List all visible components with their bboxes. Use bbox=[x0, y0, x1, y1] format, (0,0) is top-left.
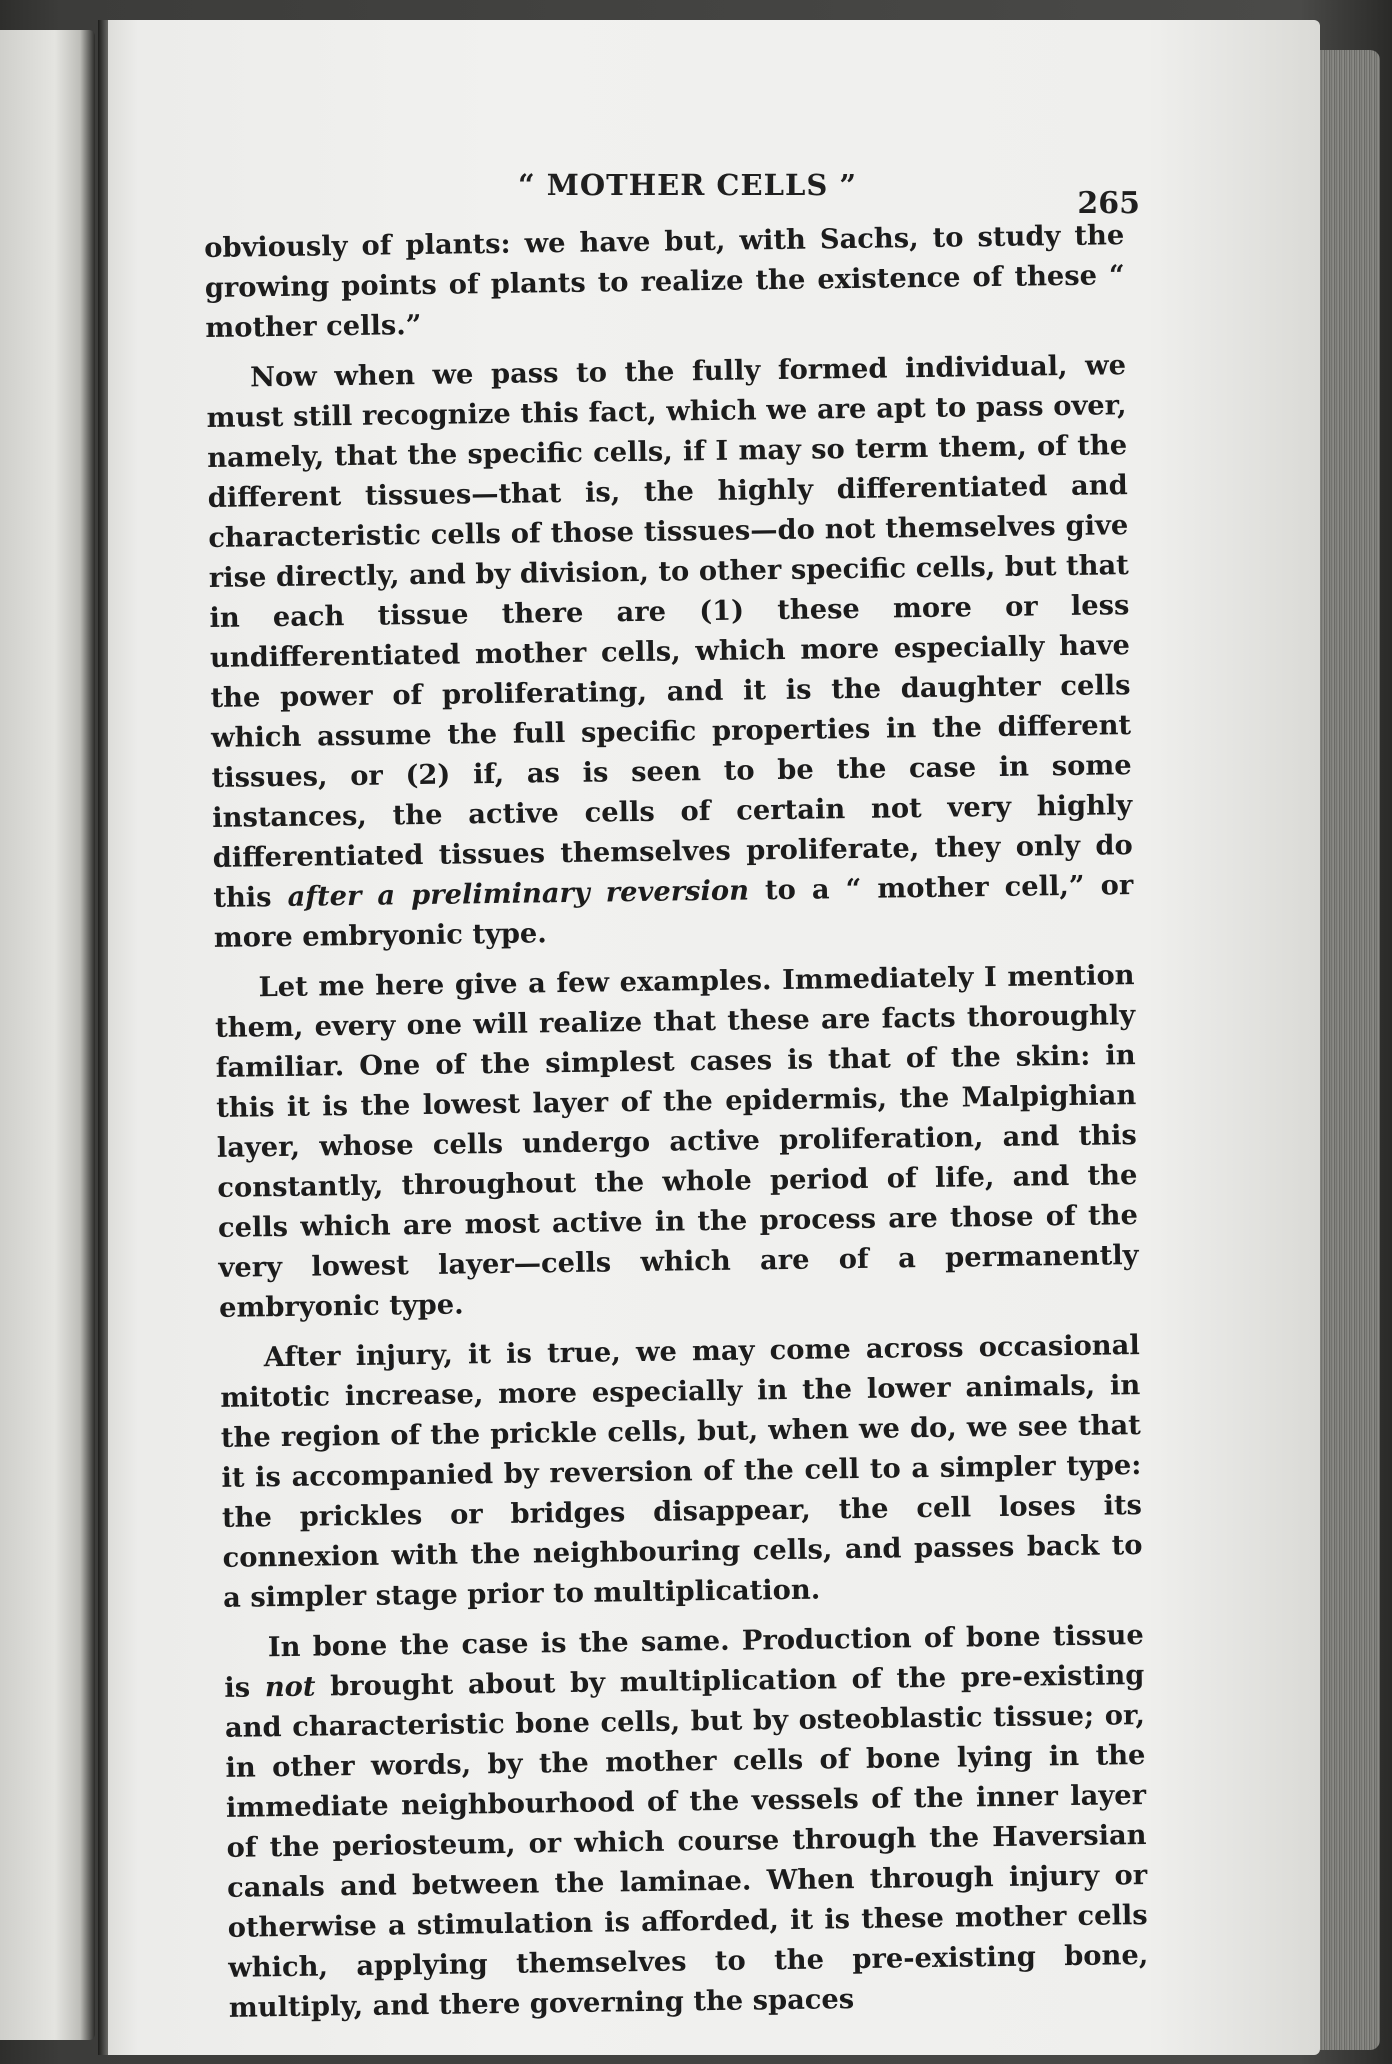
paragraph-text: Let me here give a few examples. Immediately I mention them, every one will realize that these are facts thoroughly familiar. One of the simplest cases is that of the skin: in this it is the lowest layer of the epidermis, the Malpighian layer, whose cells undergo active proliferation, and this constantly, throughout the whole period of life, and the cells which are most active in the process are those of the very lowest layer—cells which are of a permanently embryonic type. bbox=[214, 959, 1139, 1324]
paragraph-1 bbox=[204, 215, 1126, 348]
paragraph-text-continued: brought about by multiplication of the pre-existing and characteristic bone cells, but by osteoblastic tissue; or, in other words, by the mother cells of bone lying in the immediate neighbourhood of the vessels of the inner layer of the periosteum, or which course through the Haversian canals and between the laminae. When through injury or otherwise a stimulation is afforded, it is these mother cells which, applying themselves to the pre-existing bone, multiply, and there governing the spaces bbox=[224, 1659, 1149, 2024]
page-edges bbox=[1320, 50, 1380, 2050]
paragraph-2 bbox=[206, 345, 1134, 958]
body-text bbox=[204, 215, 1149, 2038]
gutter-shadow bbox=[98, 20, 108, 2055]
italic-word: not bbox=[264, 1670, 316, 1704]
page-header bbox=[200, 168, 1140, 221]
paragraph-text-continued: to a “ mother cell,” or more embryonic type. bbox=[213, 869, 1134, 954]
paragraph-text: After injury, it is true, we may come across occasional mitotic increase, more especially in the lower animals, in the region of the prickle cells, but, when we do, we see that it is accompanied by reversion of the cell to a simpler type: the prickles or bridges disappear, the cell loses its connexion with the neighbouring cells, and passes back to a simpler stage prior to multiplication. bbox=[220, 1329, 1143, 1614]
paragraph-text: Now when we pass to the fully formed individual, we must still recognize this fact, which we are apt to pass over, namely, that the specific cells, if I may so term them, of the different tissues—that is, the highly differentiated and characteristic cells of those tissues—do not themselves give rise directly, and by division, to other specific cells, but that in each tissue there are (1) these more or less undifferentiated mother cells, which more especially have the power of proliferating, and it is the daughter cells which assume the full specific properties in the different tissues, or (2) if, as is seen to be the case in some instances, the active cells of certain not very highly differentiated tissues themselves proliferate, they only do this bbox=[206, 349, 1133, 914]
italic-phrase: after a preliminary reversion bbox=[287, 874, 750, 913]
paragraph-text: obviously of plants: we have but, with Sachs, to study the growing points of plants to realize the existence of these “ mother cells.” bbox=[204, 219, 1125, 344]
running-head: “ MOTHER CELLS ” bbox=[518, 168, 858, 202]
paragraph-4 bbox=[219, 1325, 1143, 1618]
paragraph-5 bbox=[224, 1615, 1149, 2028]
facing-page-edge bbox=[0, 30, 95, 2040]
paragraph-text: In bone the case is the same. Production of bone tissue is bbox=[224, 1619, 1144, 1704]
page-number: 265 bbox=[1077, 186, 1140, 221]
paragraph-3 bbox=[214, 955, 1139, 1328]
